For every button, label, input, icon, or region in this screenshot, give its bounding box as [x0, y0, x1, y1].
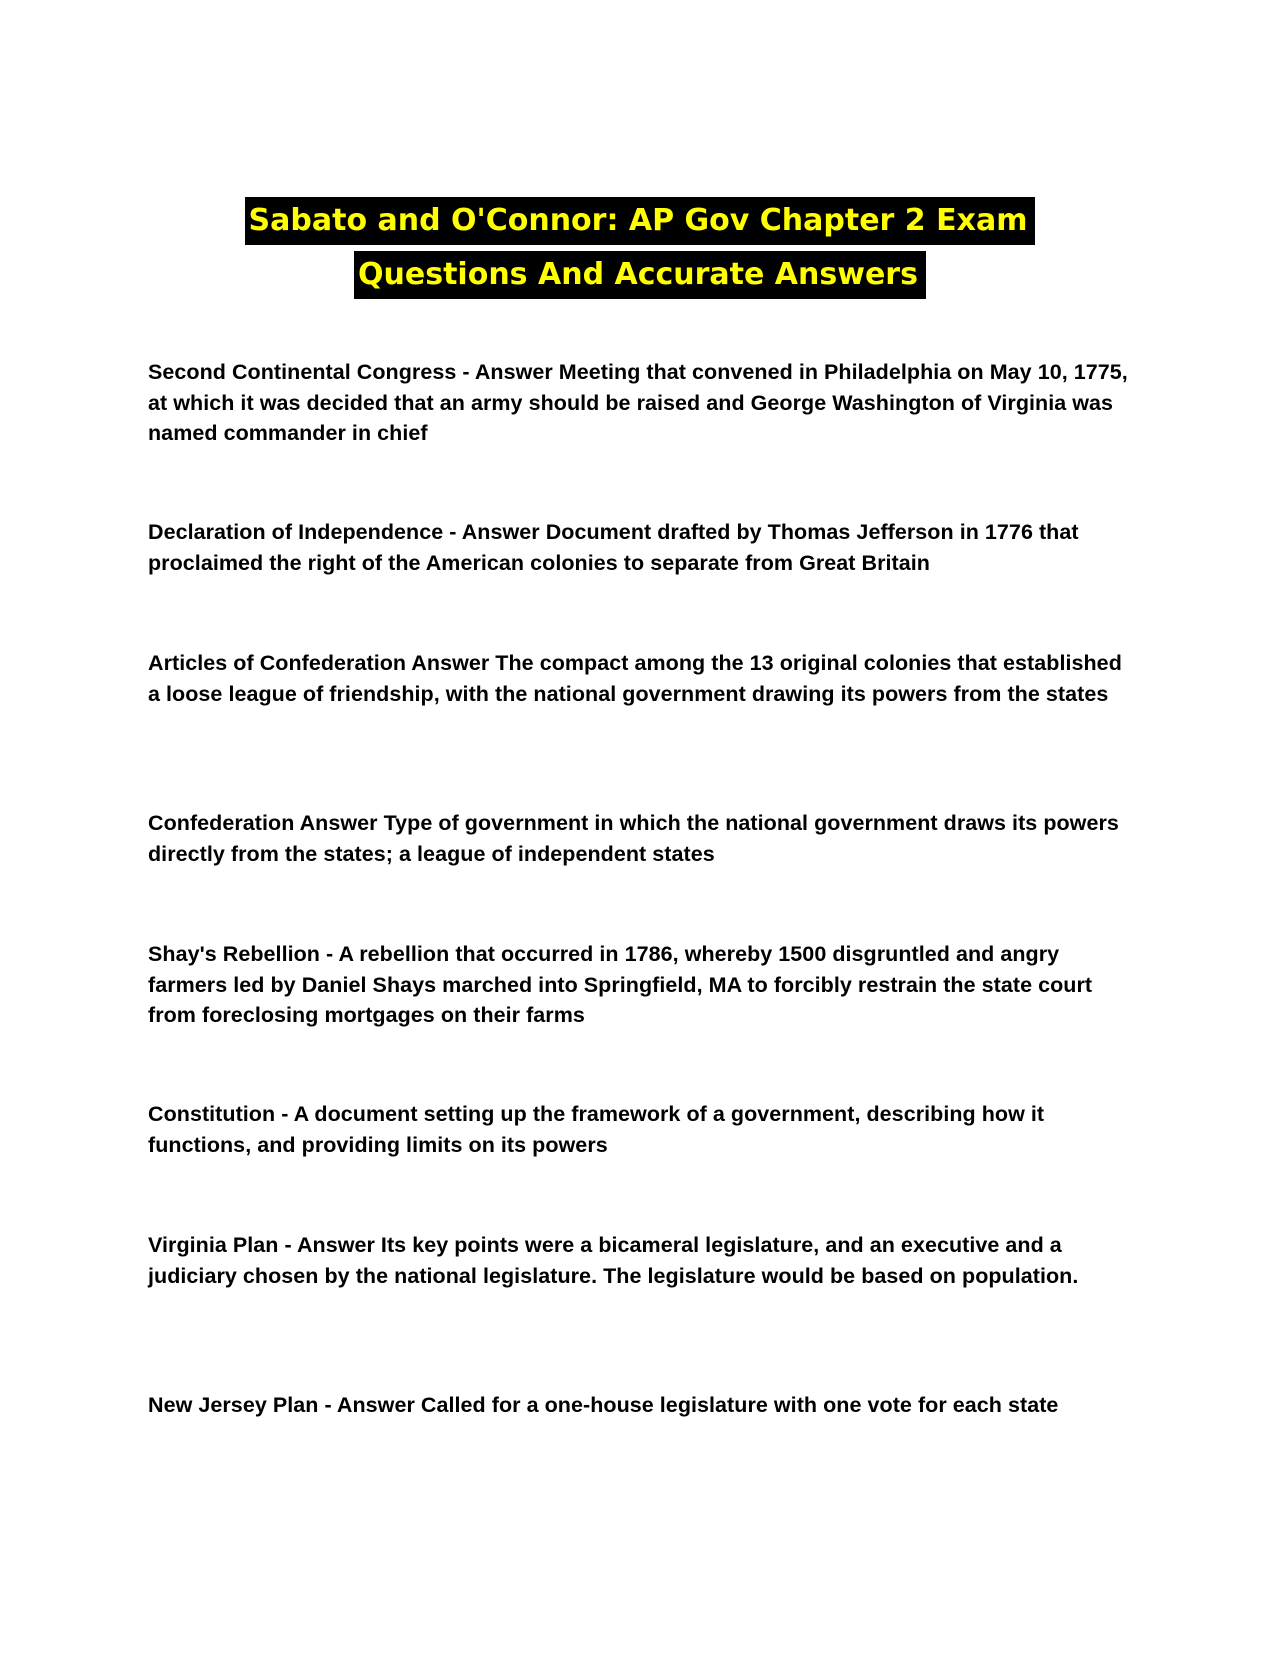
qa-entry-virginia-plan: Virginia Plan - Answer Its key points were a bicameral legislature, and an executive and a judiciary chosen by the national legislature. The legislature would be based on population.	[148, 1233, 1079, 1288]
qa-entry-declaration-of-independence: Declaration of Independence - Answer Document drafted by Thomas Jefferson in 1776 that proclaimed the right of the American colonies to separate from Great Britain	[148, 520, 1079, 575]
qa-entry-confederation: Confederation Answer Type of government in which the national government draws its powers directly from the states; a league of independent states	[148, 811, 1119, 866]
qa-entry-constitution: Constitution - A document setting up the framework of a government, describing how it functions, and providing limits on its powers	[148, 1102, 1045, 1157]
document-title	[0, 197, 1280, 299]
title-line-1: Sabato and O'Connor: AP Gov Chapter 2 Exam	[245, 197, 1036, 245]
qa-entry-second-continental-congress: Second Continental Congress - Answer Meeting that convened in Philadelphia on May 10, 1775, at which it was decided that an army should be raised and George Washington of Virginia was named commander in chief	[148, 360, 1128, 445]
qa-entry-articles-of-confederation: Articles of Confederation Answer The compact among the 13 original colonies that established a loose league of friendship, with the national government drawing its powers from the states	[148, 651, 1122, 706]
qa-entry-new-jersey-plan: New Jersey Plan - Answer Called for a one-house legislature with one vote for each state	[148, 1393, 1059, 1417]
title-line-2: Questions And Accurate Answers	[354, 251, 926, 299]
qa-entry-shays-rebellion: Shay's Rebellion - A rebellion that occurred in 1786, whereby 1500 disgruntled and angry farmers led by Daniel Shays marched into Springfield, MA to forcibly restrain the state court from foreclosing mortgages on their farms	[148, 942, 1093, 1027]
